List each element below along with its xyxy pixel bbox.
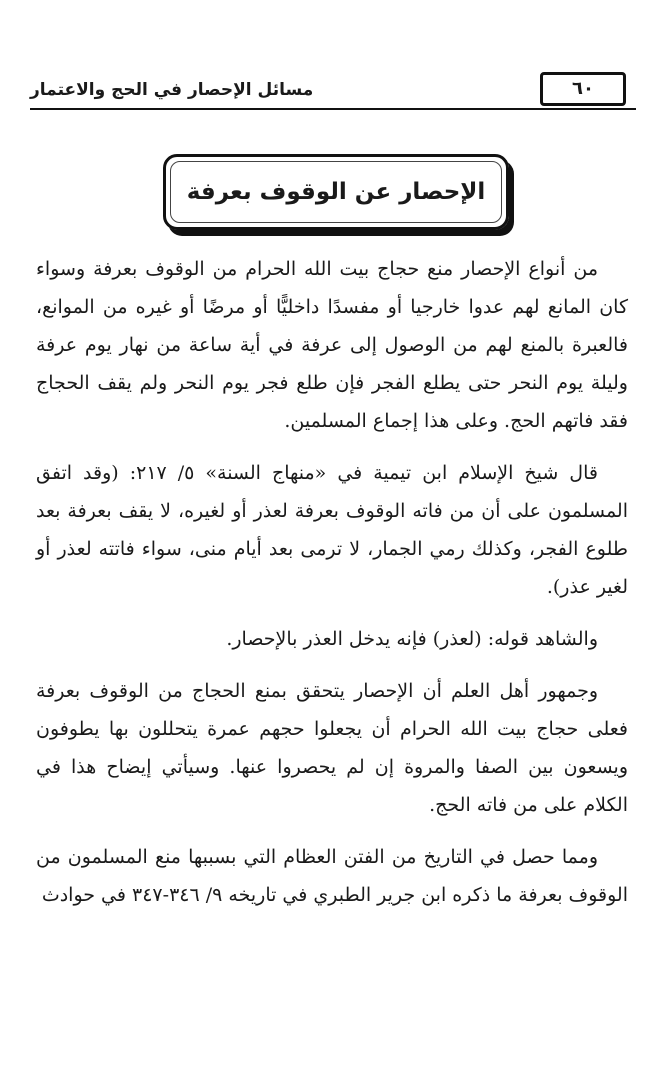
section-title: الإحصار عن الوقوف بعرفة	[186, 179, 486, 205]
body-text	[36, 250, 628, 928]
paragraph-5: ومما حصل في التاريخ من الفتن العظام التي بسببها منع المسلمون من الوقوف بعرفة ما ذكره ابن جرير الطبري في تاريخه ٩/ ٣٤٦-٣٤٧ في حوادث	[36, 846, 628, 906]
paragraph-2: قال شيخ الإسلام ابن تيمية في «منهاج السنة» ٥/ ٢١٧: (وقد اتفق المسلمون على أن من فاته الوقوف بعرفة لعذر أو لغيره، لا يقف بعرفة بعد طلوع الفجر، وكذلك رمي الجمار، لا ترمى بعد أيام منى، سواء فاتته لعذر أو لغير عذر).	[36, 462, 628, 598]
paragraph-1: من أنواع الإحصار منع حجاج بيت الله الحرام من الوقوف بعرفة وسواء كان المانع لهم عدوا خارجيا أو مفسدًا داخليًّا أو مرضًا أو غيره من الموانع، فالعبرة بالمنع لهم من الوصول إلى عرفة في أية ساعة من نهار يوم عرفة وليلة يوم النحر حتى يطلع الفجر فإن طلع فجر يوم النحر ولم يقف الحجاج فقد فاتهم الحج. وعلى هذا إجماع المسلمين.	[36, 258, 628, 432]
page-number-text: ٦٠	[572, 78, 594, 99]
header-divider	[30, 108, 636, 110]
paragraph-3: والشاهد قوله: (لعذر) فإنه يدخل العذر بالإحصار.	[226, 628, 598, 650]
page-number	[540, 72, 626, 106]
running-header-title: مسائل الإحصار في الحج والاعتمار	[30, 80, 314, 100]
section-title-box	[163, 154, 509, 230]
paragraph-4: وجمهور أهل العلم أن الإحصار يتحقق بمنع الحجاج من الوقوف بعرفة فعلى حجاج بيت الله الحرام أن يجعلوا حجهم عمرة يتحللون بها يطوفون ويسعون بين الصفا والمروة إن لم يحصروا عنها. وسيأتي إيضاح هذا في الكلام على من فاته الحج.	[36, 680, 628, 816]
